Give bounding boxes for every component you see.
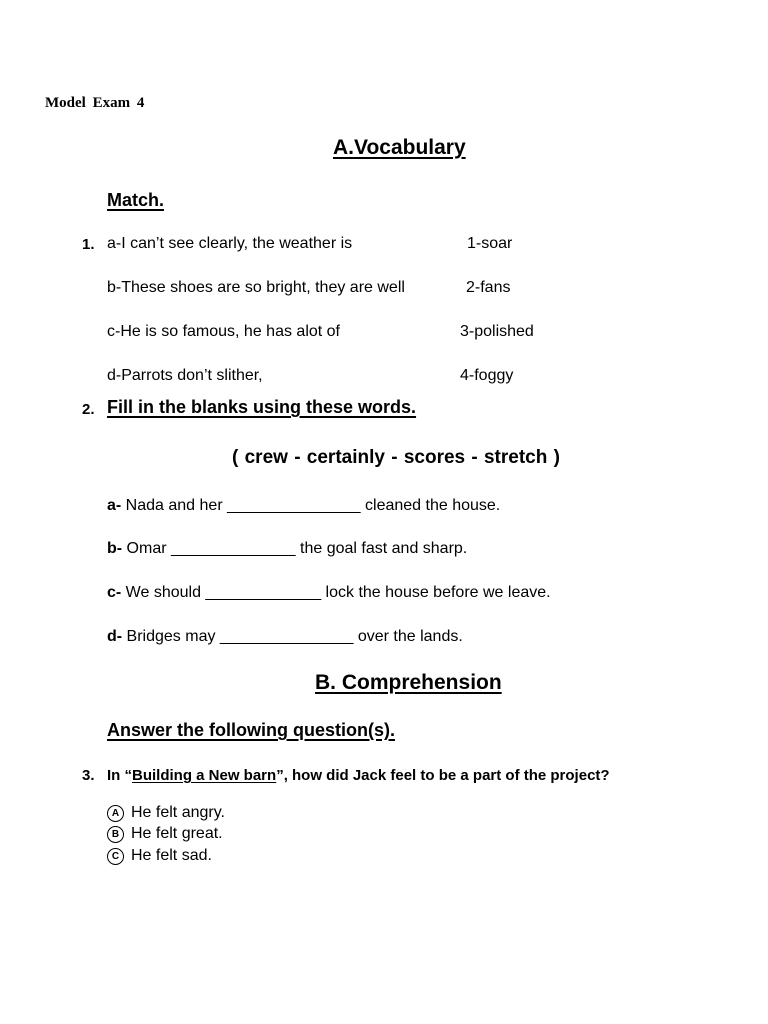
fill-item-letter: d- xyxy=(107,628,123,645)
question-prefix: In “ xyxy=(107,767,132,784)
option-b[interactable] xyxy=(107,825,223,843)
fill-item-d xyxy=(107,628,463,646)
option-text: He felt great. xyxy=(131,825,223,842)
exam-title: Model Exam 4 xyxy=(45,95,145,111)
match-sentence-b: b-These shoes are so bright, they are well xyxy=(107,279,405,296)
match-answer-2: 2-fans xyxy=(466,279,511,296)
question-number-2: 2. xyxy=(82,401,95,418)
question-number-1: 1. xyxy=(82,236,95,253)
answer-questions-heading: Answer the following question(s). xyxy=(107,720,395,740)
option-c[interactable] xyxy=(107,847,212,865)
question-number-3: 3. xyxy=(82,767,95,784)
match-answer-4: 4-foggy xyxy=(460,367,514,384)
option-text: He felt sad. xyxy=(131,847,212,864)
vocabulary-heading: A.Vocabulary xyxy=(333,136,466,159)
comprehension-heading: B. Comprehension xyxy=(315,671,502,694)
fill-item-text: Omar ______________ the goal fast and sharp. xyxy=(122,540,468,557)
match-sentence-a: a-I can’t see clearly, the weather is xyxy=(107,235,353,252)
match-heading: Match. xyxy=(107,190,165,210)
question-3-text xyxy=(107,767,610,784)
fill-item-text: We should _____________ lock the house before we leave. xyxy=(121,584,551,601)
fill-item-letter: b- xyxy=(107,540,123,557)
match-sentence-d: d-Parrots don’t slither, xyxy=(107,367,263,384)
circled-letter-a-icon: A xyxy=(107,805,124,822)
circled-letter-b-icon: B xyxy=(107,826,124,843)
fill-item-text: Bridges may _______________ over the lands. xyxy=(122,628,463,645)
fill-item-a xyxy=(107,497,500,515)
word-bank: ( crew - certainly - scores - stretch ) xyxy=(232,447,560,468)
fill-item-c xyxy=(107,584,551,602)
match-answer-3: 3-polished xyxy=(460,323,534,340)
match-answer-1: 1-soar xyxy=(467,235,513,252)
fill-item-b xyxy=(107,540,467,558)
fill-item-letter: a- xyxy=(107,497,122,514)
fill-item-letter: c- xyxy=(107,584,122,601)
fill-heading: Fill in the blanks using these words. xyxy=(107,397,417,417)
story-title: Building a New barn xyxy=(132,767,277,784)
question-suffix: ”, how did Jack feel to be a part of the project? xyxy=(276,767,610,784)
fill-item-text: Nada and her _______________ cleaned the house. xyxy=(121,497,501,514)
option-text: He felt angry. xyxy=(131,804,225,821)
circled-letter-c-icon: C xyxy=(107,848,124,865)
option-a[interactable] xyxy=(107,804,225,822)
match-sentence-c: c-He is so famous, he has alot of xyxy=(107,323,340,340)
